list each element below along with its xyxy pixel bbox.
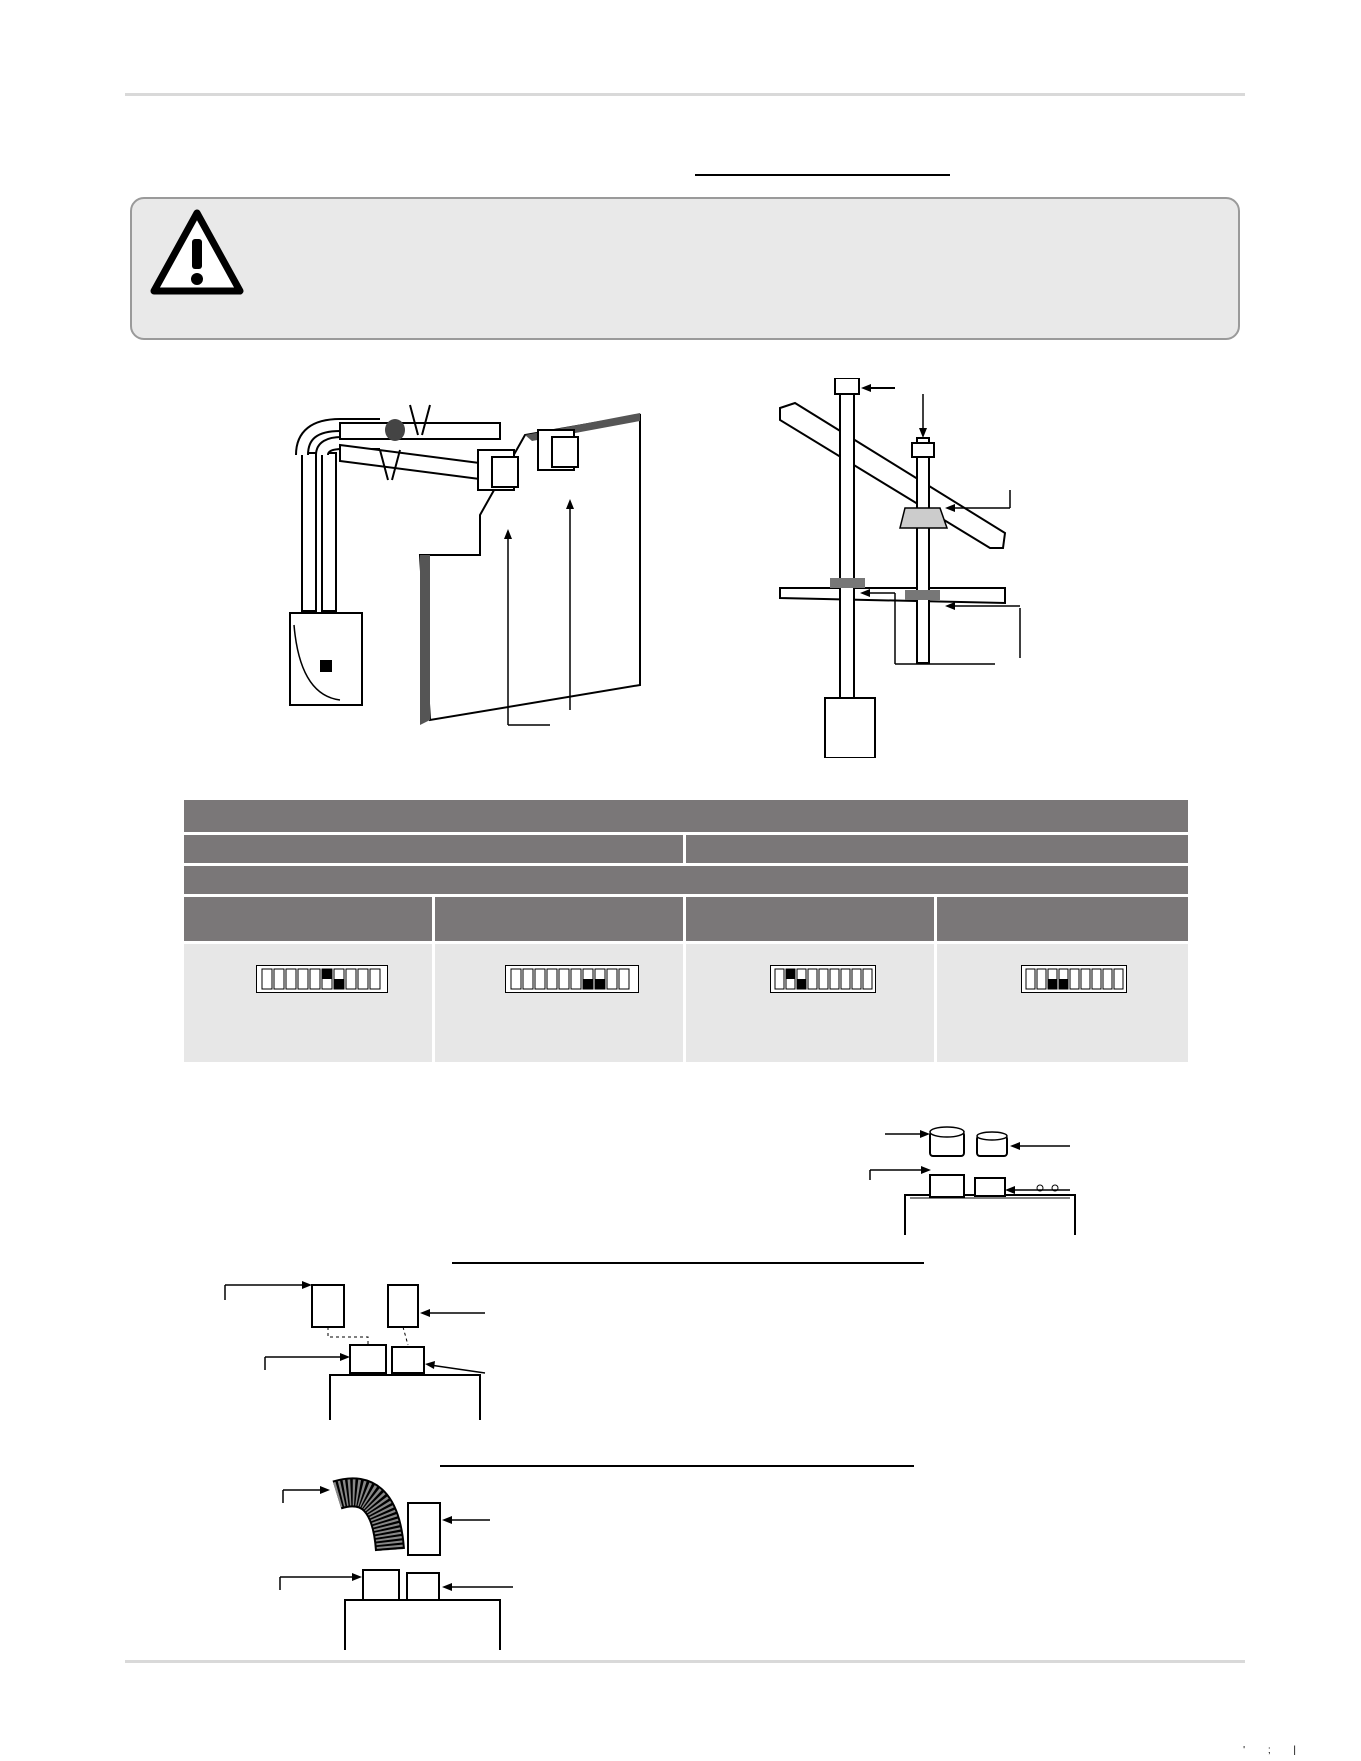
table-header-left: [184, 835, 686, 863]
pipe-connection-illustration-1: [220, 1275, 490, 1420]
warning-triangle-icon: [150, 209, 244, 295]
heading-underline: [695, 174, 950, 176]
dip-cell-2: [435, 944, 686, 1062]
column-header-3: [686, 897, 937, 941]
dip-switch-2: [505, 965, 639, 993]
dip-switch-1: [256, 965, 388, 993]
footer-rule: [125, 1660, 1245, 1663]
vertical-vent-illustration: [775, 378, 1095, 758]
column-header-1: [184, 897, 435, 941]
dip-cell-4: [937, 944, 1188, 1062]
section-underline-2: [440, 1465, 914, 1467]
dip-switch-table: [184, 800, 1188, 1062]
adapter-removal-illustration: [855, 1120, 1085, 1235]
table-title-row: [184, 800, 1188, 832]
dip-cell-3: [686, 944, 937, 1062]
section-underline-1: [452, 1262, 924, 1264]
warning-box: [130, 197, 1240, 340]
footer-mark: ' ; |: [1243, 1745, 1306, 1756]
dip-switch-3: [770, 965, 876, 993]
dip-cell-1: [184, 944, 435, 1062]
horizontal-vent-illustration: [280, 395, 660, 740]
dip-switch-4: [1021, 965, 1127, 993]
table-subheader-row: [184, 866, 1188, 894]
column-header-4: [937, 897, 1188, 941]
pipe-connection-illustration-2: [275, 1475, 515, 1650]
table-header-right: [686, 835, 1188, 863]
header-rule: [125, 93, 1245, 96]
column-header-2: [435, 897, 686, 941]
